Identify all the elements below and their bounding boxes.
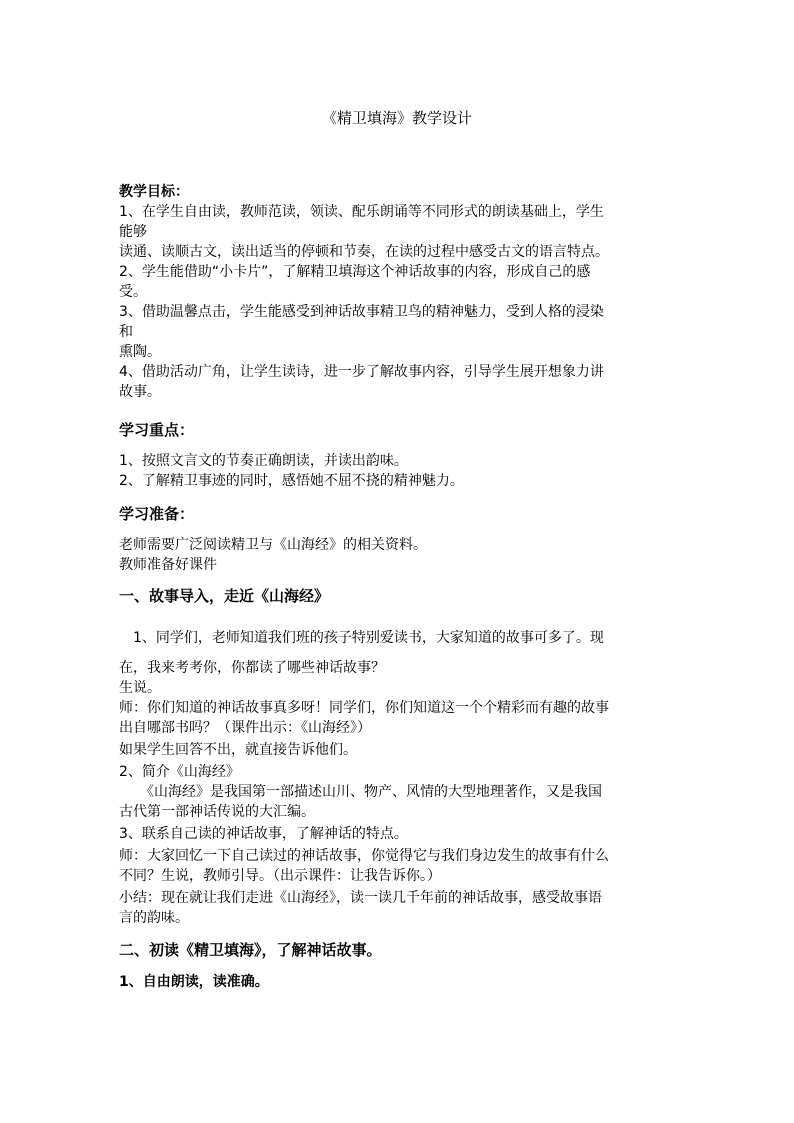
goal-1-line-1: 1、在学生自由读，教师范读，领读、配乐朗诵等不同形式的朗读基础上，学生 bbox=[119, 204, 604, 220]
s1-paragraph-6-line-1: 《山海经》是我国第一部描述山川、物产、风情的大型地理著作，又是我国 bbox=[119, 784, 602, 800]
goal-4-line-1: 4、借助活动广角，让学生读诗，进一步了解故事内容，引导学生展开想象力讲 bbox=[119, 364, 604, 380]
preparation-2: 教师准备好课件 bbox=[119, 557, 217, 573]
doc-title: 《精卫填海》教学设计 bbox=[321, 109, 472, 127]
preparation-heading: 学习准备： bbox=[119, 505, 195, 523]
goal-3-line-1: 3、借助温馨点击，学生能感受到神话故事精卫鸟的精神魅力，受到人格的浸染 bbox=[119, 304, 604, 320]
s1-paragraph-9-line-2: 言的韵味。 bbox=[119, 910, 189, 926]
s1-paragraph-1-line-2: 在，我来考考你，你都读了哪些神话故事？ bbox=[119, 660, 385, 676]
preparation-1: 老师需要广泛阅读精卫与《山海经》的相关资料。 bbox=[119, 537, 427, 553]
goal-2-line-1: 2、学生能借助“小卡片”，了解精卫填海这个神话故事的内容，形成自己的感 bbox=[119, 264, 591, 280]
s1-paragraph-4: 如果学生回答不出，就直接告诉他们。 bbox=[119, 742, 357, 758]
s1-paragraph-8-line-2: 不同？生说，教师引导。（出示课件：让我告诉你。） bbox=[119, 868, 441, 884]
s1-paragraph-3-line-1: 师：你们知道的神话故事真多呀！同学们，你们知道这一个个精彩而有趣的故事 bbox=[119, 700, 609, 716]
s1-paragraph-3-line-2: 出自哪部书吗？（课件出示：《山海经》） bbox=[119, 720, 371, 736]
key-point-1: 1、按照文言文的节奏正确朗读，并读出韵味。 bbox=[119, 453, 408, 469]
section-2-heading: 二、初读《精卫填海》，了解神话故事。 bbox=[119, 941, 382, 959]
s1-paragraph-7: 3、联系自己读的神话故事，了解神话的特点。 bbox=[119, 826, 408, 842]
goal-4-line-2: 故事。 bbox=[119, 384, 161, 400]
goal-2-line-2: 受。 bbox=[119, 284, 147, 300]
key-point-2: 2、了解精卫事迹的同时，感悟她不屈不挠的精神魅力。 bbox=[119, 473, 464, 489]
s1-paragraph-5: 2、简介《山海经》 bbox=[119, 764, 240, 780]
goal-1-line-2: 能够 bbox=[119, 224, 147, 240]
s1-paragraph-9-line-1: 小结：现在就让我们走进《山海经》，读一读几千年前的神话故事，感受故事语 bbox=[119, 890, 602, 906]
section-1-heading: 一、故事导入，走近《山海经》 bbox=[119, 587, 330, 605]
goals-heading: 教学目标： bbox=[119, 184, 189, 200]
s1-paragraph-1-line-1: 1、同学们，老师知道我们班的孩子特别爱读书，大家知道的故事可多了。现 bbox=[119, 630, 604, 646]
goal-1-line-3: 读通、读顺古文，读出适当的停顿和节奏，在读的过程中感受古文的语言特点。 bbox=[119, 244, 609, 260]
s1-paragraph-8-line-1: 师：大家回忆一下自己读过的神话故事，你觉得它与我们身边发生的故事有什么 bbox=[119, 848, 609, 864]
s1-paragraph-6-line-2: 古代第一部神话传说的大汇编。 bbox=[119, 804, 315, 820]
key-points-heading: 学习重点： bbox=[119, 421, 195, 439]
s1-paragraph-2: 生说。 bbox=[119, 680, 161, 696]
goal-3-line-2: 和 bbox=[119, 324, 133, 340]
goal-3-line-3: 熏陶。 bbox=[119, 344, 161, 360]
section-2-subheading-1: 1、自由朗读，读准确。 bbox=[119, 974, 269, 990]
